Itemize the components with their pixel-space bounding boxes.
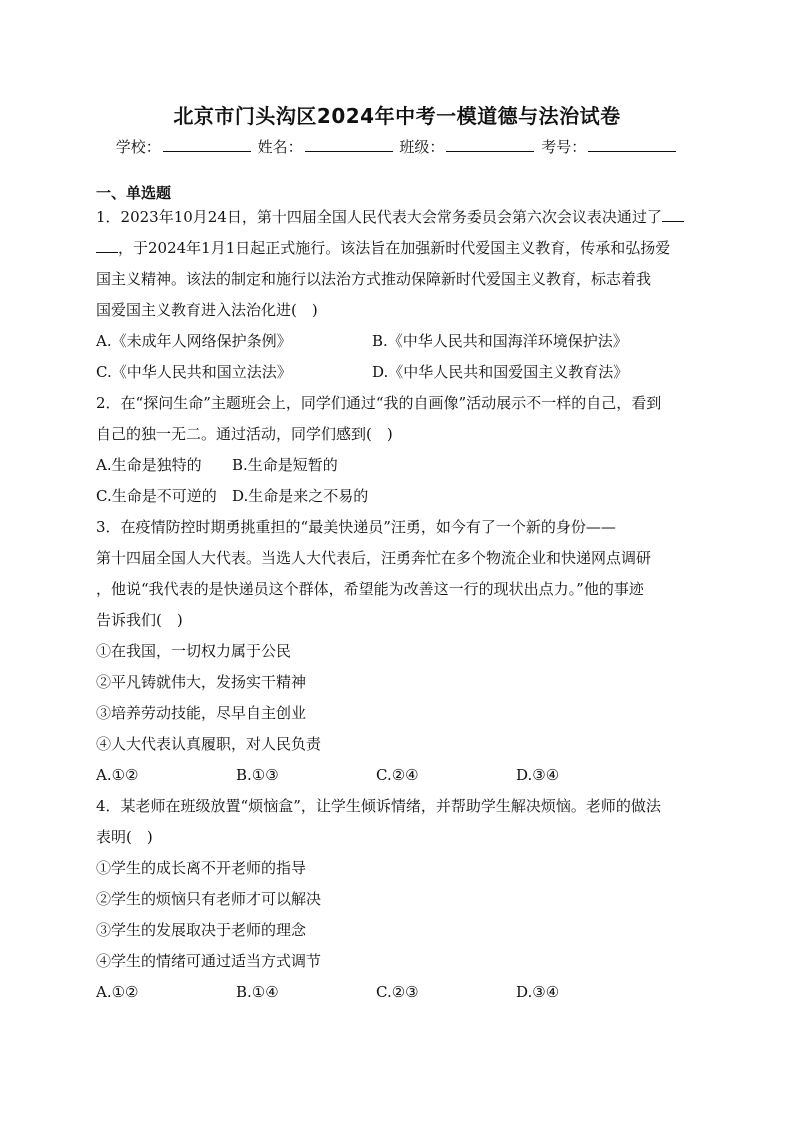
q4-option-a[interactable]: A.①② xyxy=(96,983,139,1001)
q1-options-row-1 xyxy=(96,326,698,357)
q3-option-b[interactable]: B.①③ xyxy=(236,766,279,784)
q4-option-b[interactable]: B.①④ xyxy=(236,983,279,1001)
name-blank xyxy=(305,137,393,152)
student-info-line xyxy=(0,136,794,157)
school-label: 学校： xyxy=(115,138,161,156)
q3-options-row xyxy=(96,760,698,791)
number-blank xyxy=(588,137,676,152)
school-blank xyxy=(163,137,251,152)
name-label: 姓名： xyxy=(257,138,303,156)
questions xyxy=(96,202,698,1008)
question-3 xyxy=(96,512,698,791)
q4-item-3: ③学生的发展取决于老师的理念 xyxy=(96,921,307,939)
number-label: 考号： xyxy=(541,138,587,156)
q4-options-row xyxy=(96,977,698,1008)
section-heading: 一、单选题 xyxy=(96,184,172,202)
q2-options-row-1 xyxy=(96,450,698,481)
q3-item-4: ④人大代表认真履职，对人民负责 xyxy=(96,735,322,753)
q2-option-b[interactable]: B.生命是短暂的 xyxy=(232,456,338,474)
q1-option-d[interactable]: D.《中华人民共和国爱国主义教育法》 xyxy=(372,363,629,381)
q3-line-4: 告诉我们( ) xyxy=(96,611,183,629)
q1-options-row-2 xyxy=(96,357,698,388)
q3-option-a[interactable]: A.①② xyxy=(96,766,139,784)
q4-item-2: ②学生的烦恼只有老师才可以解决 xyxy=(96,890,322,908)
q3-line-3: ，他说“我代表的是快递员这个群体，希望能为改善这一行的现状出点力。”他的事迹 xyxy=(96,580,644,598)
q2-option-d[interactable]: D.生命是来之不易的 xyxy=(232,487,369,505)
q3-line-2: 第十四届全国人大代表。当选人大代表后，汪勇奔忙在多个物流企业和快递网点调研 xyxy=(96,549,652,567)
question-2 xyxy=(96,388,698,512)
q4-line-2: 表明( ) xyxy=(96,828,153,846)
q3-item-1: ①在我国，一切权力属于公民 xyxy=(96,642,292,660)
exam-title: 北京市门头沟区2024年中考一模道德与法治试卷 xyxy=(173,104,621,128)
q3-line-1: 3．在疫情防控时期勇挑重担的“最美快递员”汪勇，如今有了一个新的身份—— xyxy=(96,518,616,536)
q1-line-2: ，于2024年1月1日起正式施行。该法旨在加强新时代爱国主义教育，传承和弘扬爱 xyxy=(96,233,698,264)
q1-line-1: 1．2023年10月24日，第十四届全国人民代表大会常务委员会第六次会议表决通过了 xyxy=(96,202,698,233)
q2-option-c[interactable]: C.生命是不可逆的 xyxy=(96,487,217,505)
q2-option-a[interactable]: A.生命是独特的 xyxy=(96,456,202,474)
q1-option-c[interactable]: C.《中华人民共和国立法法》 xyxy=(96,363,292,381)
q1-blank xyxy=(662,207,684,222)
q1-blank-cont xyxy=(96,238,118,253)
q1-option-b[interactable]: B.《中华人民共和国海洋环境保护法》 xyxy=(372,332,628,350)
q1-line-4: 国爱国主义教育进入法治化进( ) xyxy=(96,301,318,319)
q4-line-1: 4．某老师在班级放置“烦恼盒”，让学生倾诉情绪，并帮助学生解决烦恼。老师的做法 xyxy=(96,797,661,815)
q3-item-2: ②平凡铸就伟大，发扬实干精神 xyxy=(96,673,307,691)
class-blank xyxy=(446,137,534,152)
q2-line-2: 自己的独一无二。通过活动，同学们感到( ) xyxy=(96,425,393,443)
q3-option-d[interactable]: D.③④ xyxy=(516,766,560,784)
q4-option-c[interactable]: C.②③ xyxy=(376,983,419,1001)
question-1 xyxy=(96,202,698,388)
q4-item-4: ④学生的情绪可通过适当方式调节 xyxy=(96,952,322,970)
q2-line-1: 2．在“探问生命”主题班会上，同学们通过“我的自画像”活动展示不一样的自己，看到 xyxy=(96,394,662,412)
q2-options-row-2 xyxy=(96,481,698,512)
q4-option-d[interactable]: D.③④ xyxy=(516,983,560,1001)
q3-item-3: ③培养劳动技能，尽早自主创业 xyxy=(96,704,307,722)
q1-option-a[interactable]: A.《未成年人网络保护条例》 xyxy=(96,332,292,350)
class-label: 班级： xyxy=(399,138,445,156)
question-4 xyxy=(96,791,698,1008)
q4-item-1: ①学生的成长离不开老师的指导 xyxy=(96,859,307,877)
q1-line-3: 国主义精神。该法的制定和施行以法治方式推动保障新时代爱国主义教育，标志着我 xyxy=(96,270,652,288)
q3-option-c[interactable]: C.②④ xyxy=(376,766,419,784)
